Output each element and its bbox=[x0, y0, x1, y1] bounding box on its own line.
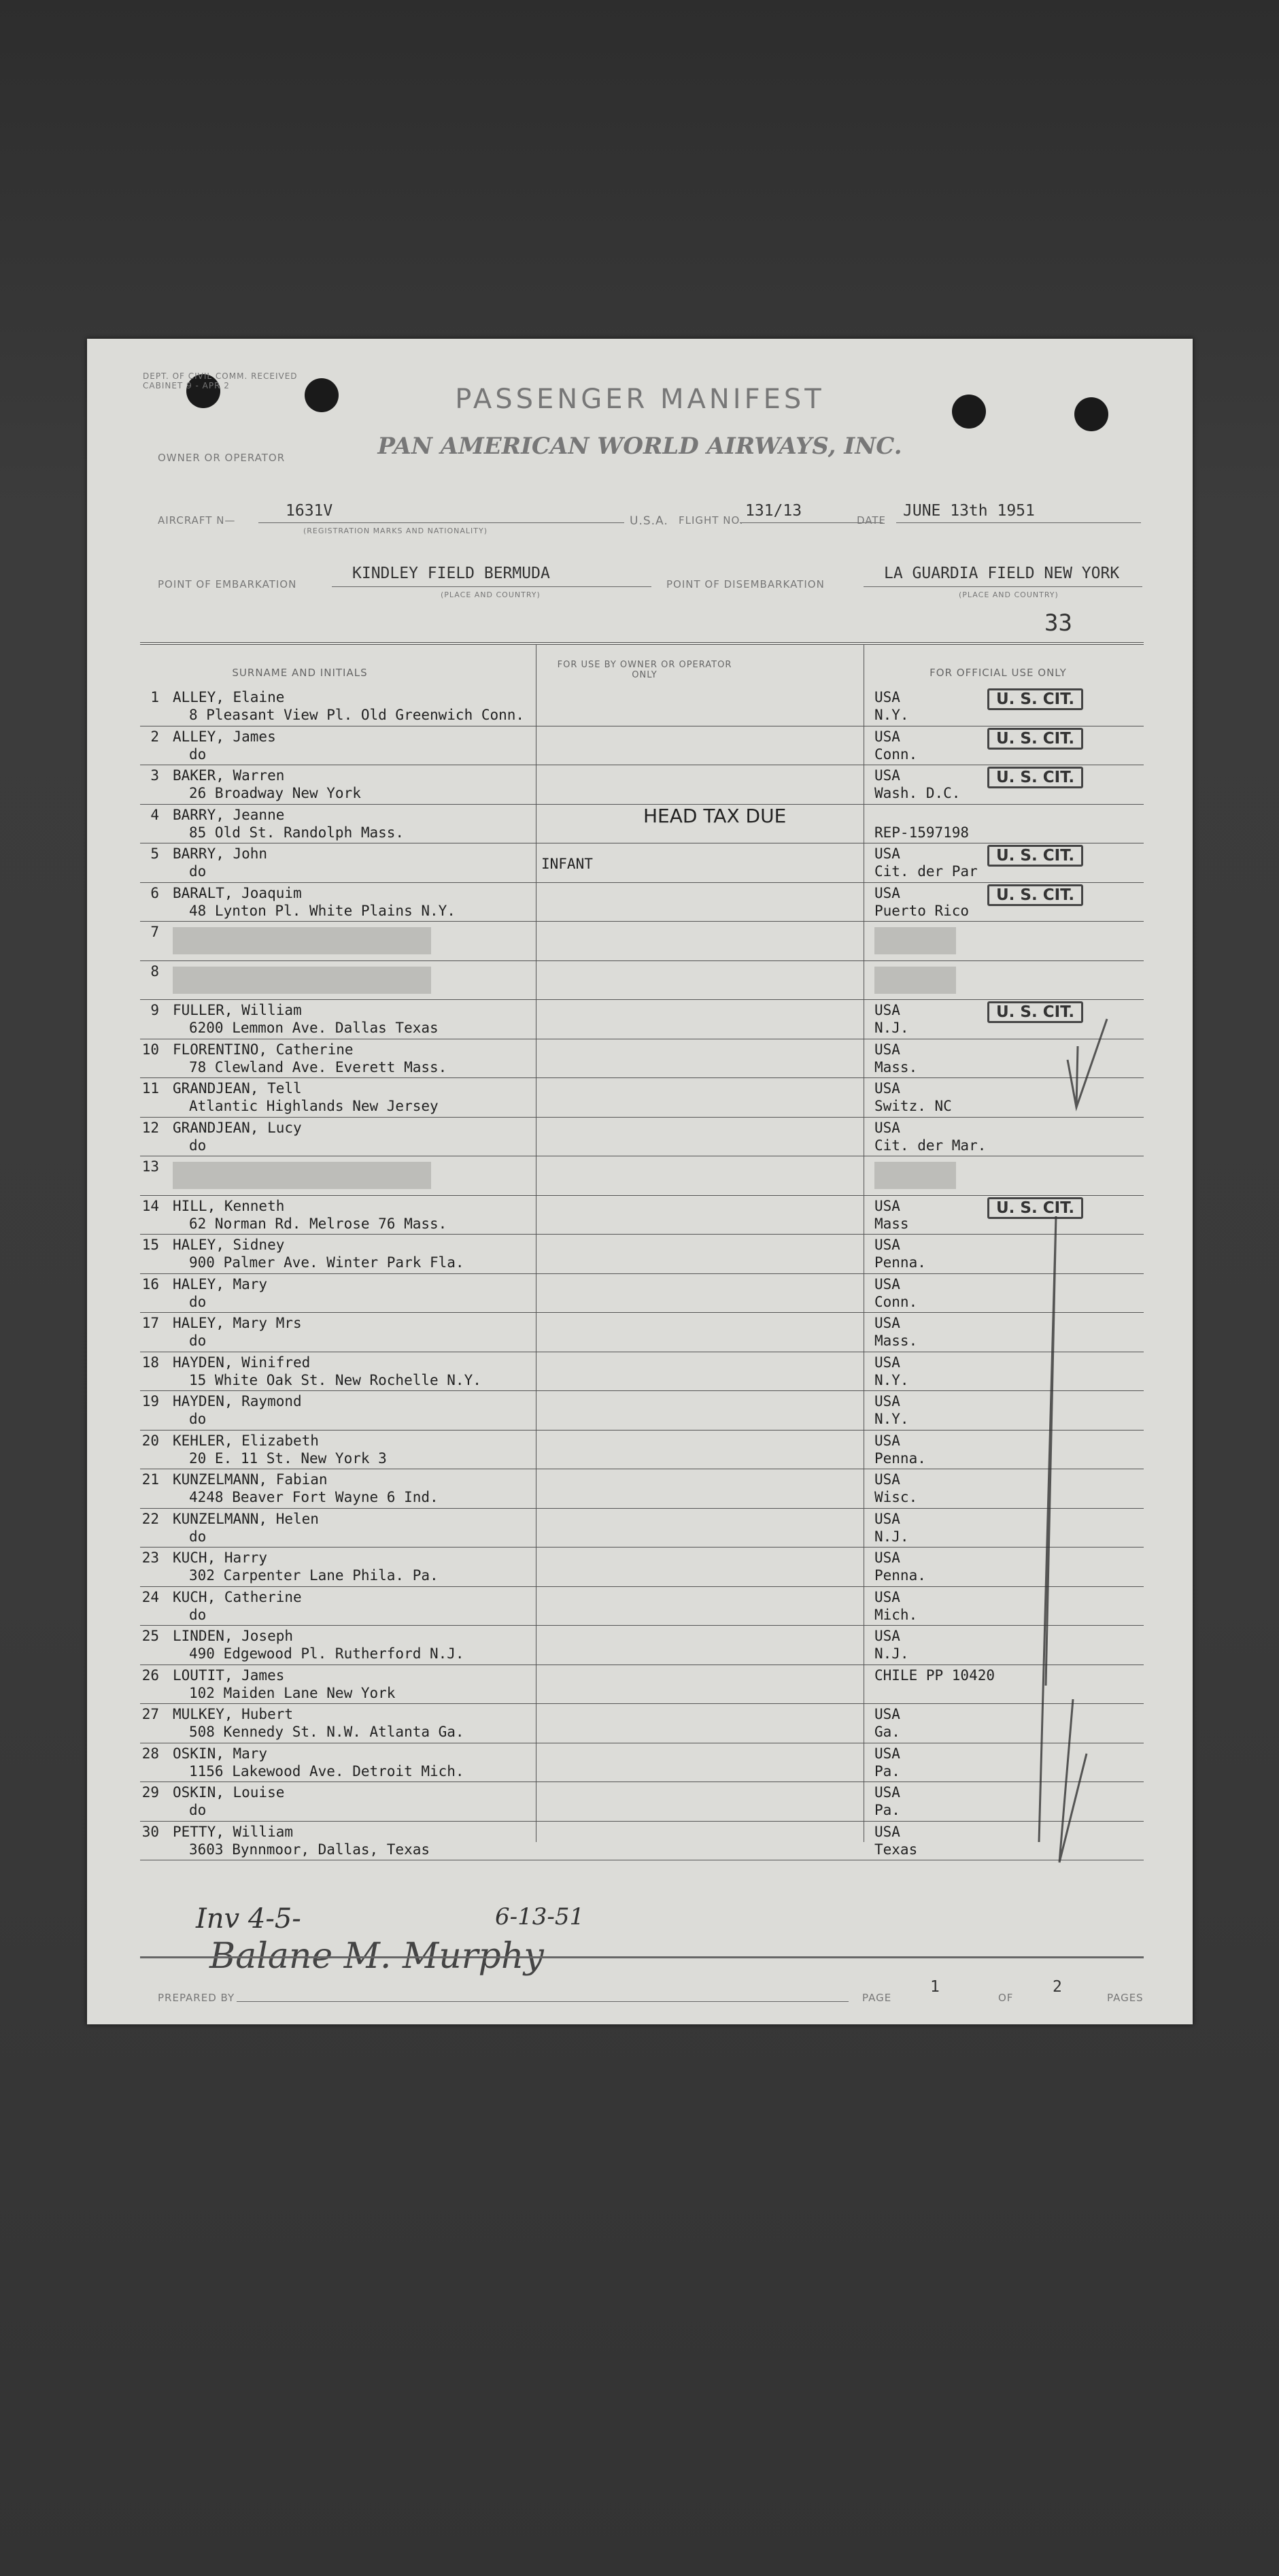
aircraft-note: (REGISTRATION MARKS AND NATIONALITY) bbox=[303, 526, 488, 535]
prepared-by-underline bbox=[237, 2001, 849, 2002]
official-nationality: USA bbox=[874, 1119, 900, 1136]
row-number: 7 bbox=[150, 924, 159, 940]
passenger-address: do bbox=[189, 746, 207, 763]
official-nationality: CHILE PP 10420 bbox=[874, 1667, 995, 1684]
citizen-stamp: U. S. CIT. bbox=[987, 728, 1083, 750]
page-label: PAGE bbox=[862, 1992, 892, 2004]
passenger-address: do bbox=[189, 1137, 207, 1154]
citizen-stamp: U. S. CIT. bbox=[987, 845, 1083, 867]
passenger-name: LOUTIT, James bbox=[173, 1667, 285, 1684]
disembark-value: LA GUARDIA FIELD NEW YORK bbox=[884, 565, 1120, 582]
row-number: 11 bbox=[141, 1080, 159, 1097]
passenger-name: HILL, Kenneth bbox=[173, 1197, 285, 1214]
row-number: 2 bbox=[150, 728, 159, 745]
passenger-address: Atlantic Highlands New Jersey bbox=[189, 1098, 439, 1114]
manifest-page bbox=[87, 339, 1193, 2024]
passenger-address: 3603 Bynnmoor, Dallas, Texas bbox=[189, 1841, 430, 1858]
row-number: 4 bbox=[150, 806, 159, 823]
date-note: 6-13-51 bbox=[495, 1903, 585, 1930]
passenger-address: 26 Broadway New York bbox=[189, 785, 361, 801]
row-number: 17 bbox=[141, 1315, 159, 1331]
official-residence: Penna. bbox=[874, 1254, 926, 1271]
row-number: 25 bbox=[141, 1628, 159, 1644]
embark-label: POINT OF EMBARKATION bbox=[158, 578, 297, 590]
passenger-address: do bbox=[189, 1606, 207, 1623]
aircraft-label: AIRCRAFT N— bbox=[158, 514, 236, 526]
official-residence: REP-1597198 bbox=[874, 824, 970, 841]
row-number: 10 bbox=[141, 1041, 159, 1058]
passenger-name: OSKIN, Louise bbox=[173, 1784, 285, 1801]
row-number: 15 bbox=[141, 1237, 159, 1253]
date-label: DATE bbox=[857, 514, 887, 526]
official-residence: Cit. der Mar. bbox=[874, 1137, 987, 1154]
row-number: 13 bbox=[141, 1158, 159, 1175]
form-reference: DEPT. OF CIVIL COMM. RECEIVED CABINET 9 - APR 2 bbox=[143, 371, 298, 390]
official-residence: Pa. bbox=[874, 1802, 900, 1818]
row-number: 30 bbox=[141, 1823, 159, 1840]
passenger-name: KUNZELMANN, Helen bbox=[173, 1510, 319, 1527]
document-title: PASSENGER MANIFEST bbox=[455, 384, 825, 415]
passenger-name: GRANDJEAN, Lucy bbox=[173, 1119, 302, 1136]
official-residence: N.J. bbox=[874, 1528, 909, 1545]
official-nationality: USA bbox=[874, 884, 900, 901]
passenger-name: PETTY, William bbox=[173, 1823, 294, 1840]
official-residence: Wisc. bbox=[874, 1489, 918, 1505]
row-number: 6 bbox=[150, 884, 159, 901]
passenger-name: KUCH, Harry bbox=[173, 1550, 268, 1566]
official-residence: Wash. D.C. bbox=[874, 785, 961, 801]
initials-note: Inv 4-5- bbox=[196, 1903, 301, 1935]
flight-value: 131/13 bbox=[745, 502, 802, 520]
signature: Balane M. Murphy bbox=[209, 1936, 544, 1977]
official-nationality: USA bbox=[874, 1550, 900, 1566]
citizen-stamp: U. S. CIT. bbox=[987, 1001, 1083, 1023]
official-nationality: USA bbox=[874, 1041, 900, 1058]
official-nationality: USA bbox=[874, 1275, 900, 1292]
col-header-official: FOR OFFICIAL USE ONLY bbox=[930, 667, 1067, 679]
official-residence: N.J. bbox=[874, 1020, 909, 1036]
official-nationality: USA bbox=[874, 1002, 900, 1018]
official-residence: Cit. der Par bbox=[874, 863, 978, 880]
row-number: 22 bbox=[141, 1510, 159, 1527]
passenger-address: 62 Norman Rd. Melrose 76 Mass. bbox=[189, 1215, 447, 1232]
disembark-note: (PLACE AND COUNTRY) bbox=[959, 590, 1059, 599]
page-number: 1 bbox=[930, 1978, 940, 1996]
embark-value: KINDLEY FIELD BERMUDA bbox=[352, 565, 550, 582]
passenger-address: do bbox=[189, 1333, 207, 1349]
passenger-address: do bbox=[189, 1293, 207, 1310]
official-residence: Texas bbox=[874, 1841, 918, 1858]
flight-label: FLIGHT NO. bbox=[679, 514, 744, 526]
official-residence: Mich. bbox=[874, 1606, 918, 1623]
passenger-name: HAYDEN, Raymond bbox=[173, 1393, 302, 1409]
passenger-name: ALLEY, James bbox=[173, 728, 276, 745]
passenger-name: HALEY, Mary Mrs bbox=[173, 1315, 302, 1331]
passenger-name: BARRY, Jeanne bbox=[173, 806, 285, 823]
col-header-owner: FOR USE BY OWNER OR OPERATOR ONLY bbox=[557, 660, 732, 680]
official-residence: Conn. bbox=[874, 1293, 918, 1310]
official-nationality: USA bbox=[874, 1080, 900, 1097]
passenger-address: 102 Maiden Lane New York bbox=[189, 1684, 396, 1701]
official-nationality: USA bbox=[874, 1628, 900, 1644]
passenger-name: OSKIN, Mary bbox=[173, 1745, 268, 1762]
passenger-address: do bbox=[189, 1802, 207, 1818]
passenger-name: HAYDEN, Winifred bbox=[173, 1354, 311, 1371]
official-nationality: USA bbox=[874, 1510, 900, 1527]
manifest-number: 33 bbox=[1044, 609, 1072, 637]
passenger-name: ALLEY, Elaine bbox=[173, 689, 285, 705]
passenger-address: 6200 Lemmon Ave. Dallas Texas bbox=[189, 1020, 439, 1036]
prepared-by-label: PREPARED BY bbox=[158, 1992, 235, 2004]
official-nationality: USA bbox=[874, 1197, 900, 1214]
official-residence: Conn. bbox=[874, 746, 918, 763]
official-residence: N.Y. bbox=[874, 1371, 909, 1388]
passenger-name: HALEY, Mary bbox=[173, 1275, 268, 1292]
row-number: 26 bbox=[141, 1667, 159, 1684]
official-nationality: USA bbox=[874, 1706, 900, 1722]
passenger-name: GRANDJEAN, Tell bbox=[173, 1080, 302, 1097]
passenger-address: do bbox=[189, 1528, 207, 1545]
row-number: 21 bbox=[141, 1471, 159, 1488]
passenger-address: 490 Edgewood Pl. Rutherford N.J. bbox=[189, 1645, 464, 1662]
passenger-name: FLORENTINO, Catherine bbox=[173, 1041, 354, 1058]
passenger-address: 1156 Lakewood Ave. Detroit Mich. bbox=[189, 1762, 464, 1779]
passenger-address: 15 White Oak St. New Rochelle N.Y. bbox=[189, 1371, 481, 1388]
passenger-address: 78 Clewland Ave. Everett Mass. bbox=[189, 1058, 447, 1075]
row-number: 24 bbox=[141, 1588, 159, 1605]
aircraft-value: 1631V bbox=[286, 502, 333, 520]
passenger-address: 508 Kennedy St. N.W. Atlanta Ga. bbox=[189, 1724, 464, 1740]
official-residence: N.Y. bbox=[874, 707, 909, 723]
official-residence: N.J. bbox=[874, 1645, 909, 1662]
passenger-name: BAKER, Warren bbox=[173, 767, 285, 784]
owner-label: OWNER OR OPERATOR bbox=[158, 452, 286, 464]
row-number: 3 bbox=[150, 767, 159, 784]
citizen-stamp: U. S. CIT. bbox=[987, 688, 1083, 710]
citizen-stamp: U. S. CIT. bbox=[987, 1197, 1083, 1219]
passenger-name: LINDEN, Joseph bbox=[173, 1628, 294, 1644]
official-residence: Penna. bbox=[874, 1450, 926, 1467]
official-residence: Switz. NC bbox=[874, 1098, 952, 1114]
page-total: 2 bbox=[1053, 1978, 1062, 1996]
passenger-name: MULKEY, Hubert bbox=[173, 1706, 294, 1722]
official-nationality: USA bbox=[874, 1315, 900, 1331]
owner-note: INFANT bbox=[541, 856, 593, 872]
col-header-surname: SURNAME AND INITIALS bbox=[232, 667, 368, 679]
official-nationality: USA bbox=[874, 1588, 900, 1605]
official-residence: Mass. bbox=[874, 1333, 918, 1349]
official-residence: Mass. bbox=[874, 1058, 918, 1075]
passenger-name: KUCH, Catherine bbox=[173, 1588, 302, 1605]
row-number: 5 bbox=[150, 846, 159, 862]
embark-note: (PLACE AND COUNTRY) bbox=[441, 590, 541, 599]
official-nationality: USA bbox=[874, 1784, 900, 1801]
row-number: 19 bbox=[141, 1393, 159, 1409]
footer-rule bbox=[140, 1956, 1144, 1958]
passenger-address: 8 Pleasant View Pl. Old Greenwich Conn. bbox=[189, 707, 525, 723]
disembark-label: POINT OF DISEMBARKATION bbox=[666, 578, 825, 590]
passenger-address: do bbox=[189, 863, 207, 880]
row-number: 12 bbox=[141, 1119, 159, 1136]
passenger-address: do bbox=[189, 1411, 207, 1427]
row-number: 27 bbox=[141, 1706, 159, 1722]
passenger-name: BARRY, John bbox=[173, 846, 268, 862]
passenger-name: KEHLER, Elizabeth bbox=[173, 1432, 319, 1449]
official-nationality: USA bbox=[874, 1237, 900, 1253]
row-number: 14 bbox=[141, 1197, 159, 1214]
official-residence: Puerto Rico bbox=[874, 902, 970, 919]
row-number: 1 bbox=[150, 689, 159, 705]
passenger-address: 302 Carpenter Lane Phila. Pa. bbox=[189, 1567, 439, 1584]
row-number: 9 bbox=[150, 1002, 159, 1018]
official-nationality: USA bbox=[874, 1471, 900, 1488]
official-nationality: USA bbox=[874, 1393, 900, 1409]
official-residence: N.Y. bbox=[874, 1411, 909, 1427]
row-number: 29 bbox=[141, 1784, 159, 1801]
official-nationality: USA bbox=[874, 728, 900, 745]
company-name: PAN AMERICAN WORLD AIRWAYS, INC. bbox=[377, 433, 902, 460]
passenger-name: KUNZELMANN, Fabian bbox=[173, 1471, 328, 1488]
official-nationality: USA bbox=[874, 1745, 900, 1762]
passenger-name: HALEY, Sidney bbox=[173, 1237, 285, 1253]
official-nationality: USA bbox=[874, 689, 900, 705]
usa-label: U.S.A. bbox=[630, 514, 668, 528]
official-nationality: USA bbox=[874, 767, 900, 784]
row-number: 8 bbox=[150, 963, 159, 980]
passenger-name: BARALT, Joaquim bbox=[173, 884, 302, 901]
row-number: 16 bbox=[141, 1275, 159, 1292]
citizen-stamp: U. S. CIT. bbox=[987, 884, 1083, 906]
date-value: JUNE 13th 1951 bbox=[903, 502, 1035, 520]
owner-note-large: HEAD TAX DUE bbox=[643, 804, 787, 827]
official-nationality: USA bbox=[874, 1823, 900, 1840]
official-nationality: USA bbox=[874, 1354, 900, 1371]
passenger-address: 20 E. 11 St. New York 3 bbox=[189, 1450, 387, 1467]
row-number: 20 bbox=[141, 1432, 159, 1449]
passenger-address: 900 Palmer Ave. Winter Park Fla. bbox=[189, 1254, 464, 1271]
official-nationality: USA bbox=[874, 1432, 900, 1449]
row-number: 18 bbox=[141, 1354, 159, 1371]
passenger-address: 85 Old St. Randolph Mass. bbox=[189, 824, 405, 841]
official-residence: Ga. bbox=[874, 1724, 900, 1740]
citizen-stamp: U. S. CIT. bbox=[987, 767, 1083, 788]
passenger-address: 4248 Beaver Fort Wayne 6 Ind. bbox=[189, 1489, 439, 1505]
passenger-address: 48 Lynton Pl. White Plains N.Y. bbox=[189, 902, 456, 919]
official-nationality: USA bbox=[874, 846, 900, 862]
row-number: 28 bbox=[141, 1745, 159, 1762]
official-residence: Pa. bbox=[874, 1762, 900, 1779]
handwritten-checkmarks bbox=[87, 339, 1193, 2024]
passenger-name: FULLER, William bbox=[173, 1002, 302, 1018]
official-residence: Mass bbox=[874, 1215, 909, 1232]
official-residence: Penna. bbox=[874, 1567, 926, 1584]
pages-label: PAGES bbox=[1107, 1992, 1144, 2004]
of-label: OF bbox=[998, 1992, 1014, 2004]
row-number: 23 bbox=[141, 1550, 159, 1566]
